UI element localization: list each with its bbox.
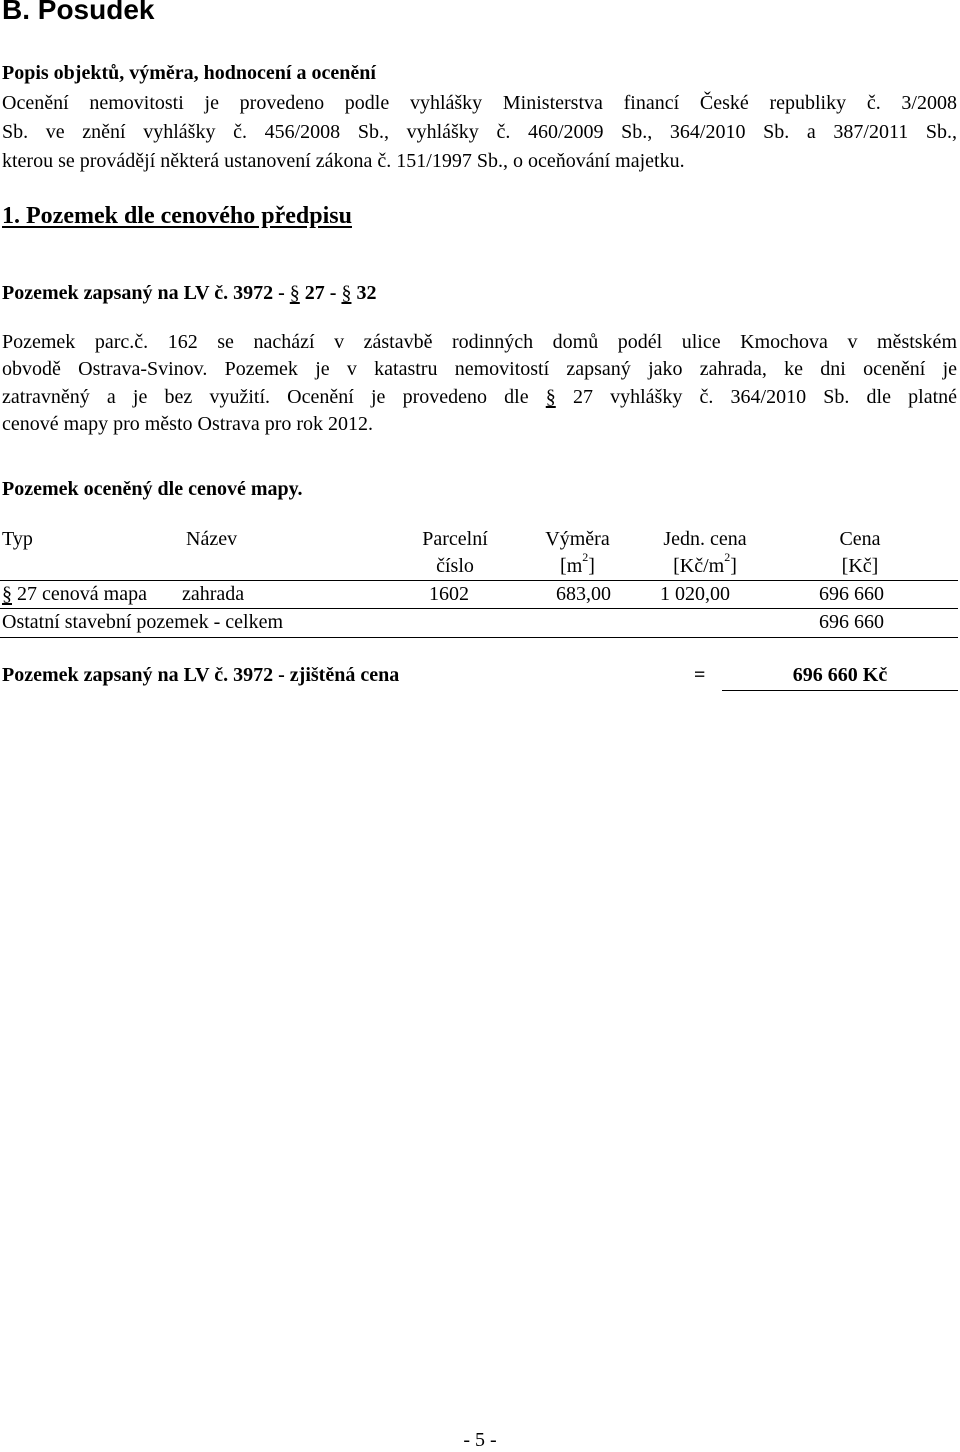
table-row: [2, 583, 147, 606]
lv-heading-right: 32: [356, 282, 377, 304]
result-label: Pozemek zapsaný na LV č. 3972 - zjištěná cena: [2, 664, 400, 686]
section-title: Popis objektů, výměra, hodnocení a ocenění: [2, 62, 376, 84]
paragraph-sign: §: [341, 282, 352, 304]
parcel-line-3-pre: zatravněný a je bez využití. Ocenění je provedeno dle: [2, 386, 529, 408]
col-header-jedn-cena-unit: $[Kč/m^2]$: [673, 550, 737, 577]
paragraph-sign: §: [2, 583, 12, 605]
cell-cena: 696 660: [819, 583, 884, 605]
lv-heading-mid: 27 -: [304, 282, 337, 304]
cell-typ: 27 cenová mapa: [17, 583, 147, 605]
col-header-typ: Typ: [2, 528, 33, 550]
parcel-line-3: [2, 386, 957, 409]
parcel-line-1: Pozemek parc.č. 162 se nachází v zástavbě rodinných domů podél ulice Kmochova v městském: [2, 331, 957, 353]
table-row-rule: [0, 608, 958, 609]
parcel-line-4: cenové mapy pro město Ostrava pro rok 2012.: [2, 413, 374, 435]
parcel-line-2: obvodě Ostrava-Svinov. Pozemek je v katastru nemovitostí zapsaný jako zahrada, ke dni ocenění je: [2, 358, 957, 380]
total-value: 696 660: [819, 611, 884, 633]
col-header-cena: Cena: [839, 528, 881, 550]
table-header-rule: [0, 580, 958, 581]
subsection-title: 1. Pozemek dle cenového předpisu: [2, 203, 352, 229]
paragraph-sign: §: [545, 386, 556, 408]
cell-jedn-cena: 1 020,00: [660, 583, 730, 605]
intro-line-3: kterou se provádějí některá ustanovení zákona č. 151/1997 Sb., o oceňování majetku.: [2, 150, 685, 172]
intro-line-1: Ocenění nemovitosti je provedeno podle vyhlášky Ministerstva financí České republiky č. 3/2008: [2, 92, 957, 114]
result-value: 696 660 Kč: [792, 664, 888, 686]
result-underline: [722, 690, 958, 691]
result-equals: =: [694, 664, 706, 686]
lv-heading-left: Pozemek zapsaný na LV č. 3972 -: [2, 282, 285, 304]
lv-heading: [2, 282, 376, 305]
parcel-line-3-post: 27 vyhlášky č. 364/2010 Sb. dle platné: [572, 386, 958, 408]
col-header-nazev: Název: [186, 528, 238, 550]
valued-title: Pozemek oceněný dle cenové mapy.: [2, 478, 303, 500]
cell-nazev: zahrada: [182, 583, 245, 605]
col-header-vymera-unit: $[m^2]$: [560, 550, 595, 577]
paragraph-sign: §: [289, 282, 300, 304]
col-header-cislo: číslo: [436, 555, 474, 577]
col-header-cena-unit: [Kč]: [841, 555, 879, 577]
cell-parcela: 1602: [429, 583, 469, 605]
page-number: - 5 -: [463, 1429, 497, 1451]
table-total-rule: [0, 637, 958, 638]
intro-line-2: Sb. ve znění vyhlášky č. 456/2008 Sb., vyhlášky č. 460/2009 Sb., 364/2010 Sb. a 387/2011 Sb.,: [2, 121, 957, 143]
col-header-parcelni: Parcelní: [422, 528, 488, 550]
page-heading: B. Posudek: [2, 0, 155, 25]
cell-vymera: 683,00: [556, 583, 611, 605]
col-header-jedn-cena: Jedn. cena: [663, 528, 747, 550]
total-label: Ostatní stavební pozemek - celkem: [2, 611, 284, 633]
col-header-vymera: Výměra: [545, 528, 610, 550]
